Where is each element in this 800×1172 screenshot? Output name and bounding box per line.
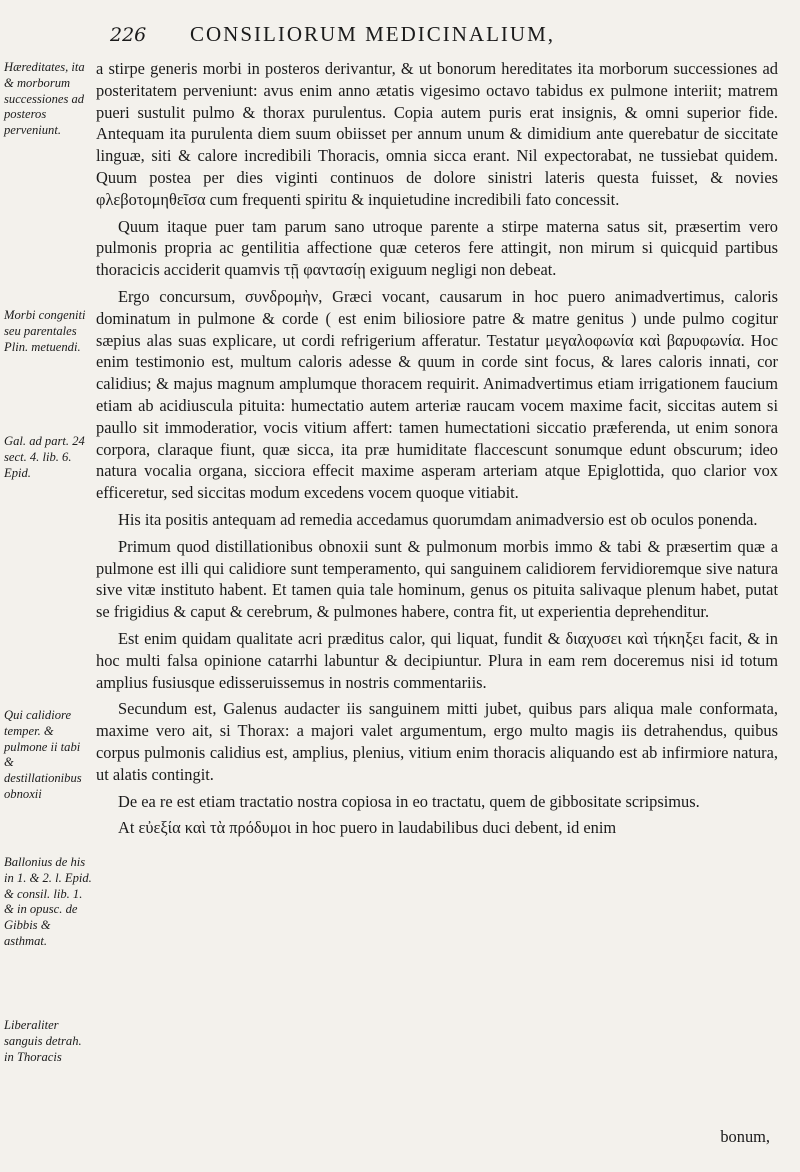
paragraph: Ergo concursum, συνδρομὴν, Græci vocant, causarum in hoc puero animadvertimus, caloris dominatum in pulmone & corde ( est enim biliosiore patre & matre genitus ) unde pulmo cogitur sæpius alas suas explicare, ut cordi refrigerium afferatur. Testatur μεγαλοφωνία καὶ βαρυφωνία. Hoc enim testimonio est, multum caloris adesse & quum in corde sint focus, & lares caloris innati, cor calidius; & majus magnum amplumque thoracem requirit. Animadvertimus etiam irrigationem faucium etiam ab acidiuscula pituita: humectatio autem arteriæ raucam vocem maxime facit, siccitas autem si paullo sit immoderatior, vocis vitium affert: tamen humectationi siccatio præferenda, ut enim sonora corpora, claraque fiunt, quæ sicca, ita præ humiditate flaccescunt sonumque edunt obscurum; ideo natura vocalia organa, sicciora effecit maxime asperam arteriam atque Epiglottida, quo clarior vox efficeretur, sed siccitas modum excedens vocem quoque vitiabit. bbox=[96, 286, 778, 503]
margin-note: Gal. ad part. 24 sect. 4. lib. 6. Epid. bbox=[4, 434, 85, 480]
paragraph: His ita positis antequam ad remedia accedamus quorumdam animadversio est ob oculos ponenda. bbox=[118, 509, 758, 529]
margin-note: Hæreditates, ita & morborum successiones ad posteros perveniunt. bbox=[4, 60, 85, 138]
paragraph: Primum quod distillationibus obnoxii sunt & pulmonum morbis immo & tabi & præsertim quæ a pulmone est illi qui calidiore sunt temperamento, qui sanguinem calidiorem fervidioremque sive natura sive vitæ instituto habent. Et tamen quia tale hominum, genus os pituita salivaque plenum habet, putat se frigidius & caput & cerebrum, & pulmones habere, contra fit, ut experientia deprehenditur. bbox=[96, 536, 778, 622]
margin-note: Qui calidiore temper. & pulmone ii tabi & destillationibus obnoxii bbox=[4, 708, 82, 801]
page-header bbox=[110, 22, 770, 54]
catchword: bonum, bbox=[720, 1127, 770, 1146]
paragraph: De ea re est etiam tractatio nostra copiosa in eo tractatu, quem de gibbositate scripsimus. bbox=[118, 791, 700, 811]
page-number: 226 bbox=[110, 24, 147, 46]
paragraph: Est enim quidam qualitate acri præditus calor, qui liquat, fundit & διαχυσει καὶ τήκηξει facit, & in hoc multi falsa opinione catarrhi labuntur & decipiuntur. Plura in eam rem doceremus nisi id totum amplius fusiusque edisseruissemus in nostris commentariis. bbox=[96, 628, 778, 692]
paragraph: Secundum est, Galenus audacter iis sanguinem mitti jubet, quibus pars aliqua male conformata, maxime vero ait, si Thorax: a majori valet argumentum, ergo multo magis iis detrahendus, quibus corpus pulmonis calidius est, amplius, plenius, vitium enim thoracis aliquando est ab infirmiore natura, ut alatis contingit. bbox=[96, 699, 778, 784]
margin-note: Morbi congeniti seu parentales Plin. metuendi. bbox=[4, 308, 86, 354]
margin-note: Ballonius de his in 1. & 2. l. Epid. & consil. lib. 1. & in opusc. de Gibbis & asthmat. bbox=[4, 855, 92, 948]
margin-note: Liberaliter sanguis detrah. in Thoracis bbox=[4, 1018, 82, 1064]
paragraph: a stirpe generis morbi in posteros derivantur, & ut bonorum hereditates ita morborum successiones ad posteritatem perveniunt: avus enim anno ætatis vigesimo octavo tabidus ex pulmone interiit; matrem pueri sustulit pulmo & thorax purulentus. Copia autem puris erat insignis, & omni superior fide. Antequam ita purulenta diem suum obiisset per annum unum & dimidium ante querebatur de siccitate linguæ, siti & calore incredibili Thoracis, omnia sicca erant. Nil expectorabat, ne tussiebat quidem. Quum postea per dies viginti continuos de dolore sinistri lateris questa fuisset, & novies φλεβοτομηθεῖσα cum frequenti spiritu & inquietudine incredibili fato concessit. bbox=[96, 59, 778, 209]
running-head: CONSILIORUM MEDICINALIUM, bbox=[190, 22, 555, 46]
body-text bbox=[96, 58, 778, 844]
paragraph: Quum itaque puer tam parum sano utroque parente a stirpe materna satus sit, præsertim vero pulmonis propria ac gentilitia affectione quæ ceteros fere attingit, non mirum si quicquid partibus thoracicis acciderit quamvis τῇ φαντασίῃ exiguum negligi non debeat. bbox=[96, 216, 778, 280]
paragraph: At εὐεξία καὶ τὰ πρόδυμοι in hoc puero in laudabilibus duci debent, id enim bbox=[118, 818, 617, 838]
